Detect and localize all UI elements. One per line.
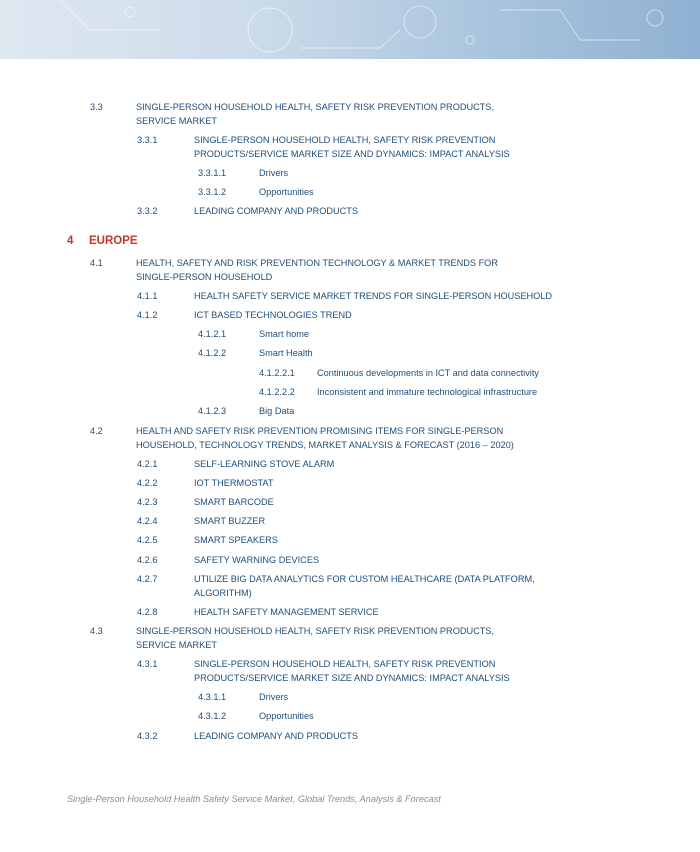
toc-number: 4.1.2 xyxy=(137,310,158,320)
toc-number: 4.1.2.2 xyxy=(198,348,227,358)
toc-title: SAFETY WARNING DEVICES xyxy=(194,555,320,565)
toc-title: SMART BARCODE xyxy=(194,497,274,507)
toc-number: 4.1 xyxy=(90,258,103,268)
toc-title: IOT THERMOSTAT xyxy=(194,478,274,488)
toc-number: 4.2.2 xyxy=(137,478,158,488)
toc-number: 3.3.1.2 xyxy=(198,187,227,197)
toc-title: SINGLE-PERSON HOUSEHOLD HEALTH, SAFETY RISK PREVENTION PRODUCTS, SERVICE MARKET xyxy=(136,626,495,650)
toc-title: SMART SPEAKERS xyxy=(194,535,278,545)
toc-number: 4.3.1.1 xyxy=(198,692,227,702)
toc-number: 4.1.2.1 xyxy=(198,329,227,339)
toc-number: 4.2.4 xyxy=(137,516,158,526)
toc-number: 4.3 xyxy=(90,626,103,636)
toc-number: 4.3.1.2 xyxy=(198,711,227,721)
toc-title: SINGLE-PERSON HOUSEHOLD HEALTH, SAFETY RISK PREVENTION PRODUCTS, SERVICE MARKET xyxy=(136,102,495,126)
toc-title: SELF-LEARNING STOVE ALARM xyxy=(194,459,335,469)
toc-number: 3.3.2 xyxy=(137,206,158,216)
toc-title: Smart Health xyxy=(259,348,313,358)
toc-title: Continuous developments in ICT and data connectivity xyxy=(317,368,539,378)
toc-number: 4.2.8 xyxy=(137,607,158,617)
toc-number: 4.3.1 xyxy=(137,659,158,669)
toc-title: Drivers xyxy=(259,168,289,178)
toc-number: 3.3.1.1 xyxy=(198,168,227,178)
page-footer: Single-Person Household Health Safety Service Market, Global Trends, Analysis & Forecast xyxy=(67,794,441,804)
toc-number: 3.3.1 xyxy=(137,135,158,145)
toc-number: 4 xyxy=(67,235,74,247)
toc-number: 4.1.2.2.1 xyxy=(259,368,295,378)
toc-title: Opportunities xyxy=(259,711,314,721)
toc-number: 4.2.1 xyxy=(137,459,158,469)
toc-title: HEALTH AND SAFETY RISK PREVENTION PROMISING ITEMS FOR SINGLE-PERSON HOUSEHOLD, TECHNOLOGY TRENDS, MARKET ANALYSIS & FORECAST (2016 – 2020) xyxy=(136,426,514,450)
toc-title: UTILIZE BIG DATA ANALYTICS FOR CUSTOM HEALTHCARE (DATA PLATFORM, ALGORITHM) xyxy=(194,574,535,598)
toc-number: 4.2.3 xyxy=(137,497,158,507)
toc-title: ICT BASED TECHNOLOGIES TREND xyxy=(194,310,352,320)
toc-title: Opportunities xyxy=(259,187,314,197)
toc-number: 4.1.1 xyxy=(137,291,158,301)
toc-title: LEADING COMPANY AND PRODUCTS xyxy=(194,206,359,216)
toc-title: Drivers xyxy=(259,692,289,702)
toc-title: LEADING COMPANY AND PRODUCTS xyxy=(194,731,359,741)
toc-title: Big Data xyxy=(259,406,295,416)
toc-title: SINGLE-PERSON HOUSEHOLD HEALTH, SAFETY RISK PREVENTION PRODUCTS/SERVICE MARKET SIZE AND DYNAMICS: IMPACT ANALYSIS xyxy=(194,135,510,159)
toc-title: Inconsistent and immature technological infrastructure xyxy=(317,387,538,397)
toc-title: HEALTH SAFETY SERVICE MARKET TRENDS FOR SINGLE-PERSON HOUSEHOLD xyxy=(194,291,553,301)
toc-title: EUROPE xyxy=(89,235,138,247)
toc-title: Smart home xyxy=(259,329,310,339)
toc-title: SMART BUZZER xyxy=(194,516,266,526)
toc-number: 4.3.2 xyxy=(137,731,158,741)
toc-title: HEALTH SAFETY MANAGEMENT SERVICE xyxy=(194,607,379,617)
toc-title: HEALTH, SAFETY AND RISK PREVENTION TECHNOLOGY & MARKET TRENDS FOR SINGLE-PERSON HOUSEHOLD xyxy=(136,258,498,282)
toc-number: 4.1.2.3 xyxy=(198,406,227,416)
toc-number: 4.2.7 xyxy=(137,574,158,584)
toc-number: 3.3 xyxy=(90,102,103,112)
toc-title: SINGLE-PERSON HOUSEHOLD HEALTH, SAFETY RISK PREVENTION PRODUCTS/SERVICE MARKET SIZE AND DYNAMICS: IMPACT ANALYSIS xyxy=(194,659,510,683)
toc-number: 4.2.5 xyxy=(137,535,158,545)
toc-number: 4.1.2.2.2 xyxy=(259,387,295,397)
toc-number: 4.2.6 xyxy=(137,555,158,565)
toc-number: 4.2 xyxy=(90,426,103,436)
